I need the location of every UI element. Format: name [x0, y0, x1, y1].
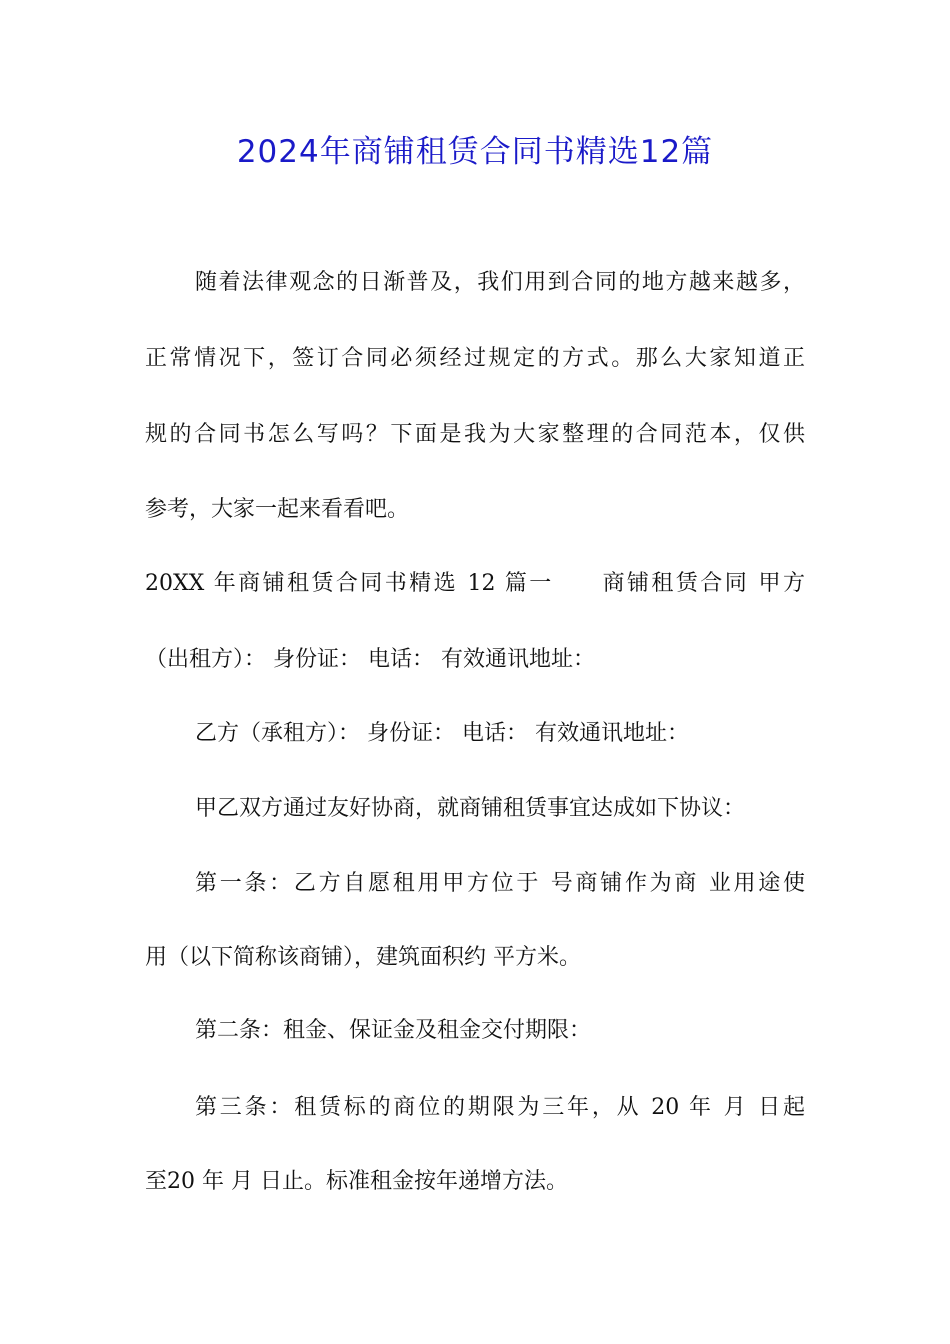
paragraph-line: 甲乙双方通过友好协商，就商铺租赁事宜达成如下协议：	[195, 796, 746, 821]
paragraph-line: （出租方）： 身份证： 电话： 有效通讯地址：	[145, 647, 595, 672]
paragraph-line: 规的合同书怎么写吗？下面是我为大家整理的合同范本，仅供	[145, 422, 805, 447]
paragraph-line: 正常情况下，签订合同必须经过规定的方式。那么大家知道正	[145, 346, 805, 371]
paragraph-line: 随着法律观念的日渐普及，我们用到合同的地方越来越多，	[195, 270, 805, 295]
paragraph-line: 第二条：租金、保证金及租金交付期限：	[195, 1018, 592, 1043]
paragraph-line: 乙方（承租方）： 身份证： 电话： 有效通讯地址：	[195, 721, 689, 746]
paragraph-line: 至20 年 月 日止。标准租金按年递增方法。	[145, 1169, 568, 1194]
paragraph-line: 第三条：租赁标的商位的期限为三年，从 20 年 月 日起	[195, 1095, 805, 1120]
paragraph-line: 第一条：乙方自愿租用甲方位于 号商铺作为商 业用途使	[195, 871, 805, 896]
paragraph-line: 参考，大家一起来看看吧。	[145, 497, 410, 522]
paragraph-line: 用（以下简称该商铺），建筑面积约 平方米。	[145, 945, 581, 970]
paragraph-line: 20XX 年商铺租赁合同书精选 12 篇一 商铺租赁合同 甲方	[145, 571, 805, 596]
document-title: 2024年商铺租赁合同书精选12篇	[236, 134, 714, 170]
